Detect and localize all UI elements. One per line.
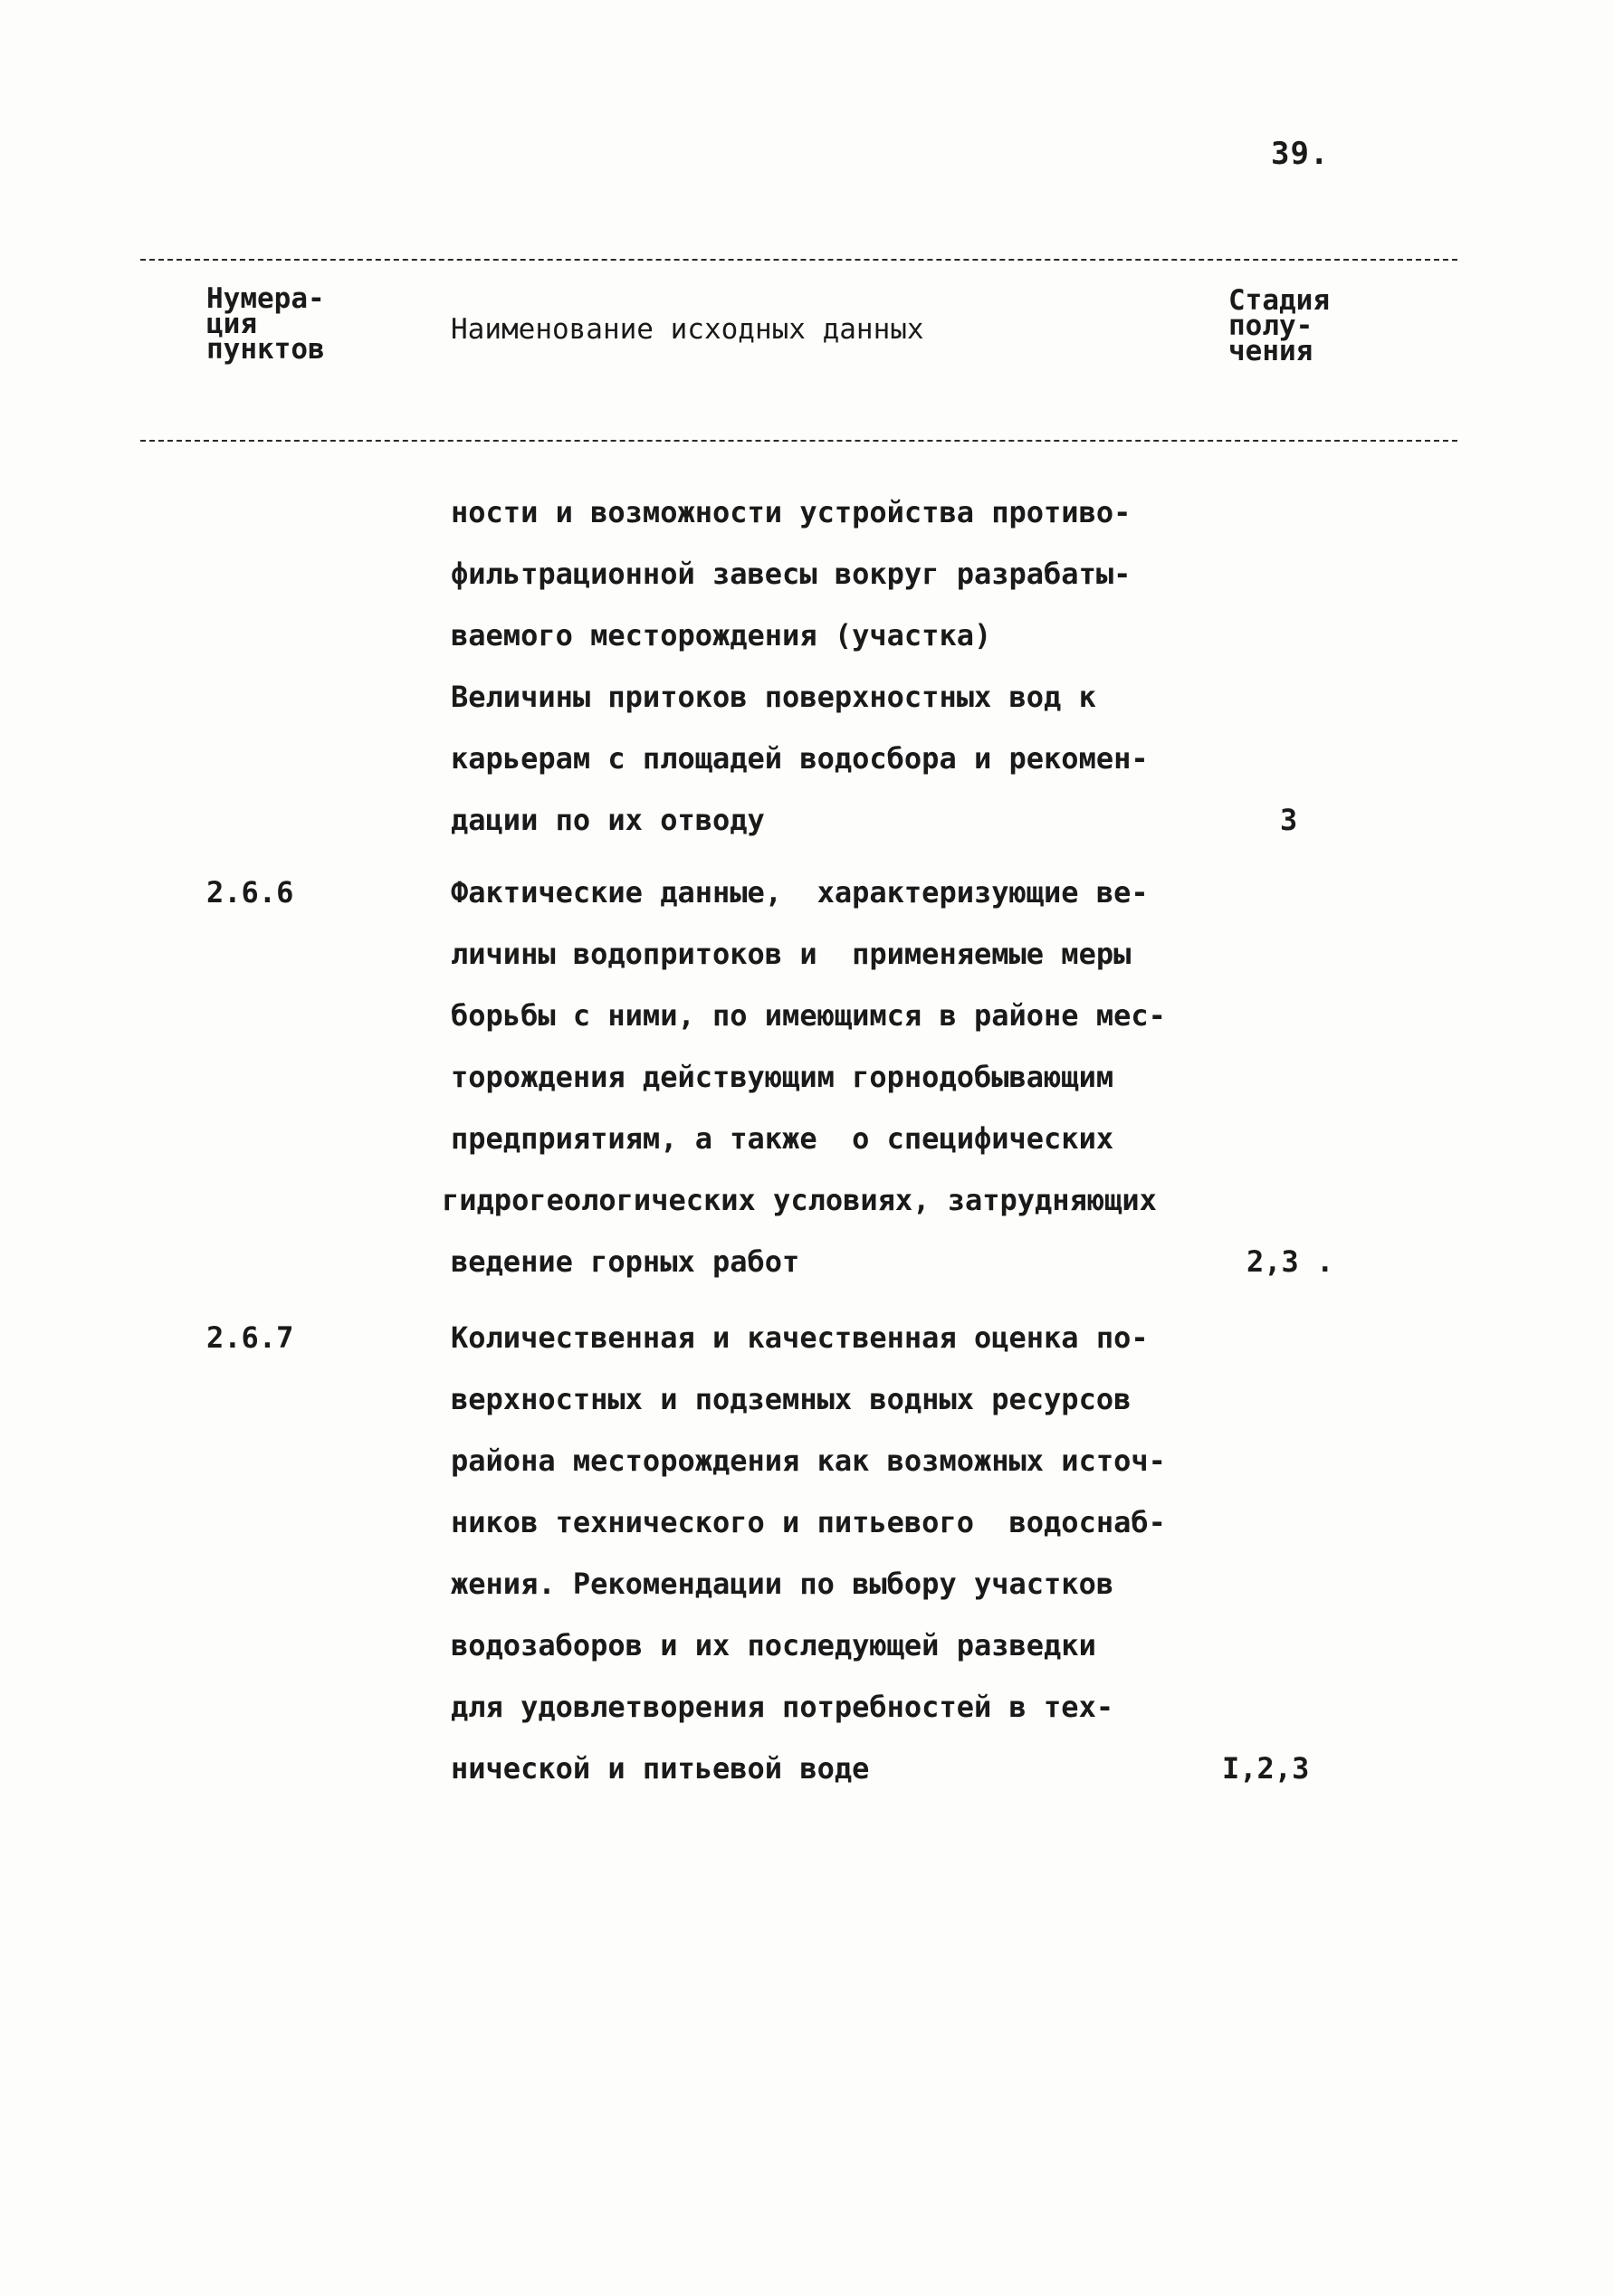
row-text-line: водозаборов и их последующей разведки <box>451 1628 1096 1662</box>
header-stage <box>1228 284 1409 367</box>
row-text-line: личины водопритоков и применяемые меры <box>451 937 1132 971</box>
row-text-line: верхностных и подземных водных ресурсов <box>451 1382 1132 1416</box>
header-numbering-line: пунктов <box>206 333 325 366</box>
row-text-line: борьбы с ними, по имеющимся в районе мес- <box>451 998 1166 1033</box>
row-text-line: Фактические данные, характеризующие ве- <box>451 875 1149 910</box>
row-text-line: для удовлетворения потребностей в тех- <box>451 1690 1114 1724</box>
header-stage-line: полу- <box>1228 310 1313 342</box>
row-text-line: торождения действующим горнодобывающим <box>451 1060 1114 1094</box>
page-number: 39. <box>1271 136 1330 172</box>
header-name: Наименование исходных данных <box>451 313 924 346</box>
row-stage: 3 <box>1280 803 1298 837</box>
row-text-line: нической и питьевой воде <box>451 1751 870 1786</box>
row-text-line: ваемого месторождения (участка) <box>451 618 992 653</box>
row-number: 2.6.6 <box>206 875 294 910</box>
table-top-rule <box>140 259 1457 261</box>
row-stage: I,2,3 <box>1222 1751 1310 1786</box>
row-text-line: Величины притоков поверхностных вод к <box>451 680 1096 714</box>
row-text-line: Количественная и качественная оценка по- <box>451 1320 1149 1355</box>
row-text-line: карьерам с площадей водосбора и рекомен- <box>451 741 1149 776</box>
header-stage-line: Стадия <box>1228 284 1330 317</box>
table-header-rule <box>140 440 1457 442</box>
row-text-line: фильтрационной завесы вокруг разрабаты- <box>451 557 1132 591</box>
header-stage-line: чения <box>1228 335 1313 367</box>
row-text-line: гидрогеологических условиях, затрудняющих <box>442 1183 1157 1217</box>
row-text-line: дации по их отводу <box>451 803 765 837</box>
row-text-line: района месторождения как возможных источ- <box>451 1443 1166 1478</box>
row-text-line: ников технического и питьевого водоснаб- <box>451 1505 1166 1539</box>
row-text-line: предприятиям, а также о специфических <box>451 1121 1114 1156</box>
row-text-line: жения. Рекомендации по выбору участков <box>451 1567 1114 1601</box>
header-numbering <box>206 282 387 366</box>
row-text-line: ности и возможности устройства противо- <box>451 495 1132 529</box>
header-numbering-line: ция <box>206 308 257 340</box>
header-numbering-line: Нумера- <box>206 282 325 315</box>
row-number: 2.6.7 <box>206 1320 294 1355</box>
row-text-line: ведение горных работ <box>451 1244 800 1279</box>
row-stage: 2,3 . <box>1246 1244 1334 1279</box>
